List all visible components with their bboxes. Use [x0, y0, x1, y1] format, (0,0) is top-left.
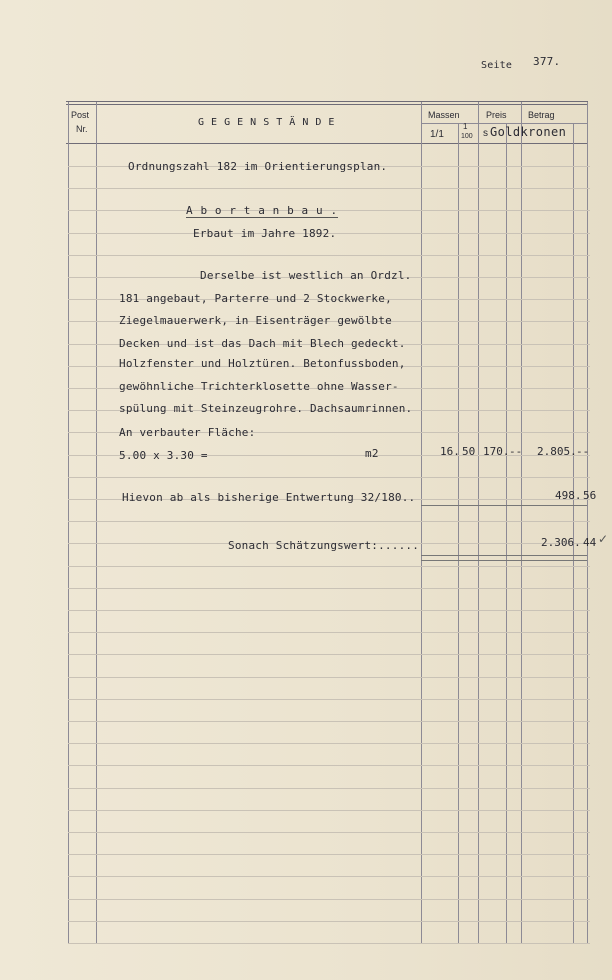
header-bottom-border — [66, 143, 588, 144]
header-currency: Goldkronen — [490, 125, 567, 139]
line-desc7: spülung mit Steinzeugrohre. Dachsaumrinnen. — [119, 402, 413, 415]
ruled-line — [68, 721, 590, 722]
total-double-underline — [421, 555, 587, 561]
header-massen-sub2-bottom: 100 — [461, 133, 473, 140]
ruled-line — [68, 854, 590, 855]
line-desc8: An verbauter Fläche: — [119, 426, 256, 439]
ruled-line — [68, 610, 590, 611]
ruled-line — [68, 255, 590, 256]
line-unit: m2 — [365, 447, 379, 460]
header-gegenstaende: G E G E N S T Ä N D E — [198, 117, 335, 128]
line-ordnungszahl: Ordnungszahl 182 im Orientierungsplan. — [128, 160, 388, 173]
ruled-line — [68, 632, 590, 633]
line-desc5: Holzfenster und Holztüren. Betonfussboden, — [119, 357, 406, 370]
preis-value-a: 170. — [483, 445, 510, 458]
line-desc1: Derselbe ist westlich an Ordzl. — [200, 269, 412, 282]
ruled-line — [68, 788, 590, 789]
header-nr: Nr. — [76, 124, 88, 134]
line-desc6: gewöhnliche Trichterklosette ohne Wasser- — [119, 380, 399, 393]
line-hievon: Hievon ab als bisherige Entwertung 32/180.. — [122, 491, 416, 504]
ruled-line — [68, 588, 590, 589]
header-massen: Massen — [428, 110, 460, 120]
line-desc2: 181 angebaut, Parterre und 2 Stockwerke, — [119, 292, 392, 305]
col-line-massen-sub — [458, 124, 459, 944]
ruled-line — [68, 521, 590, 522]
col-line-massen — [421, 102, 422, 944]
ruled-line — [68, 810, 590, 811]
line-desc4: Decken und ist das Dach mit Blech gedeckt. — [119, 337, 406, 350]
ruled-line — [68, 699, 590, 700]
header-betrag: Betrag — [528, 110, 555, 120]
col-line-right — [587, 102, 588, 944]
massen-value-b: 50 — [462, 445, 476, 458]
col-line-preis-sub — [506, 124, 507, 944]
betrag-value-a: 2.805. — [537, 445, 577, 458]
header-sub-s: s — [483, 128, 488, 139]
ruled-line — [68, 188, 590, 189]
col-line-postnr — [96, 102, 97, 944]
hievon-value-b: 56 — [583, 489, 597, 502]
ruled-line — [68, 654, 590, 655]
ruled-line — [68, 765, 590, 766]
page-label: Seite — [481, 60, 513, 71]
line-erbaut: Erbaut im Jahre 1892. — [193, 227, 337, 240]
massen-value-a: 16. — [440, 445, 460, 458]
col-line-betrag-sub — [573, 124, 574, 944]
line-sonach: Sonach Schätzungswert:...... — [228, 539, 420, 552]
ruled-line — [68, 743, 590, 744]
page-number: 377. — [533, 55, 561, 68]
ruled-line — [68, 566, 590, 567]
header-preis: Preis — [486, 110, 507, 120]
hievon-value-a: 498. — [555, 489, 582, 502]
top-border — [66, 101, 588, 102]
col-line-betrag — [521, 102, 522, 944]
ruled-line — [68, 876, 590, 877]
col-line-left — [68, 102, 69, 944]
subtotal-line — [421, 505, 587, 506]
line-desc3: Ziegelmauerwerk, in Eisenträger gewölbte — [119, 314, 392, 327]
col-line-preis — [478, 102, 479, 944]
top-border-inner — [66, 104, 588, 105]
header-massen-sub2-top: 1 — [463, 122, 468, 131]
sonach-value-a: 2.306. — [541, 536, 581, 549]
ruled-line — [68, 832, 590, 833]
check-mark: ✓ — [598, 532, 609, 546]
line-title: A b o r t a n b a u . — [186, 204, 338, 217]
ruled-line — [68, 899, 590, 900]
betrag-value-b: -- — [576, 445, 590, 458]
header-post: Post — [71, 110, 90, 120]
ruled-line — [68, 921, 590, 922]
preis-value-b: -- — [509, 445, 523, 458]
header-massen-sub1: 1/1 — [430, 129, 444, 140]
ruled-line — [68, 943, 590, 944]
line-calc: 5.00 x 3.30 = — [119, 449, 208, 462]
subheader-line — [421, 123, 587, 124]
ruled-line — [68, 477, 590, 478]
sonach-value-b: 44 — [583, 536, 597, 549]
ruled-line — [68, 677, 590, 678]
